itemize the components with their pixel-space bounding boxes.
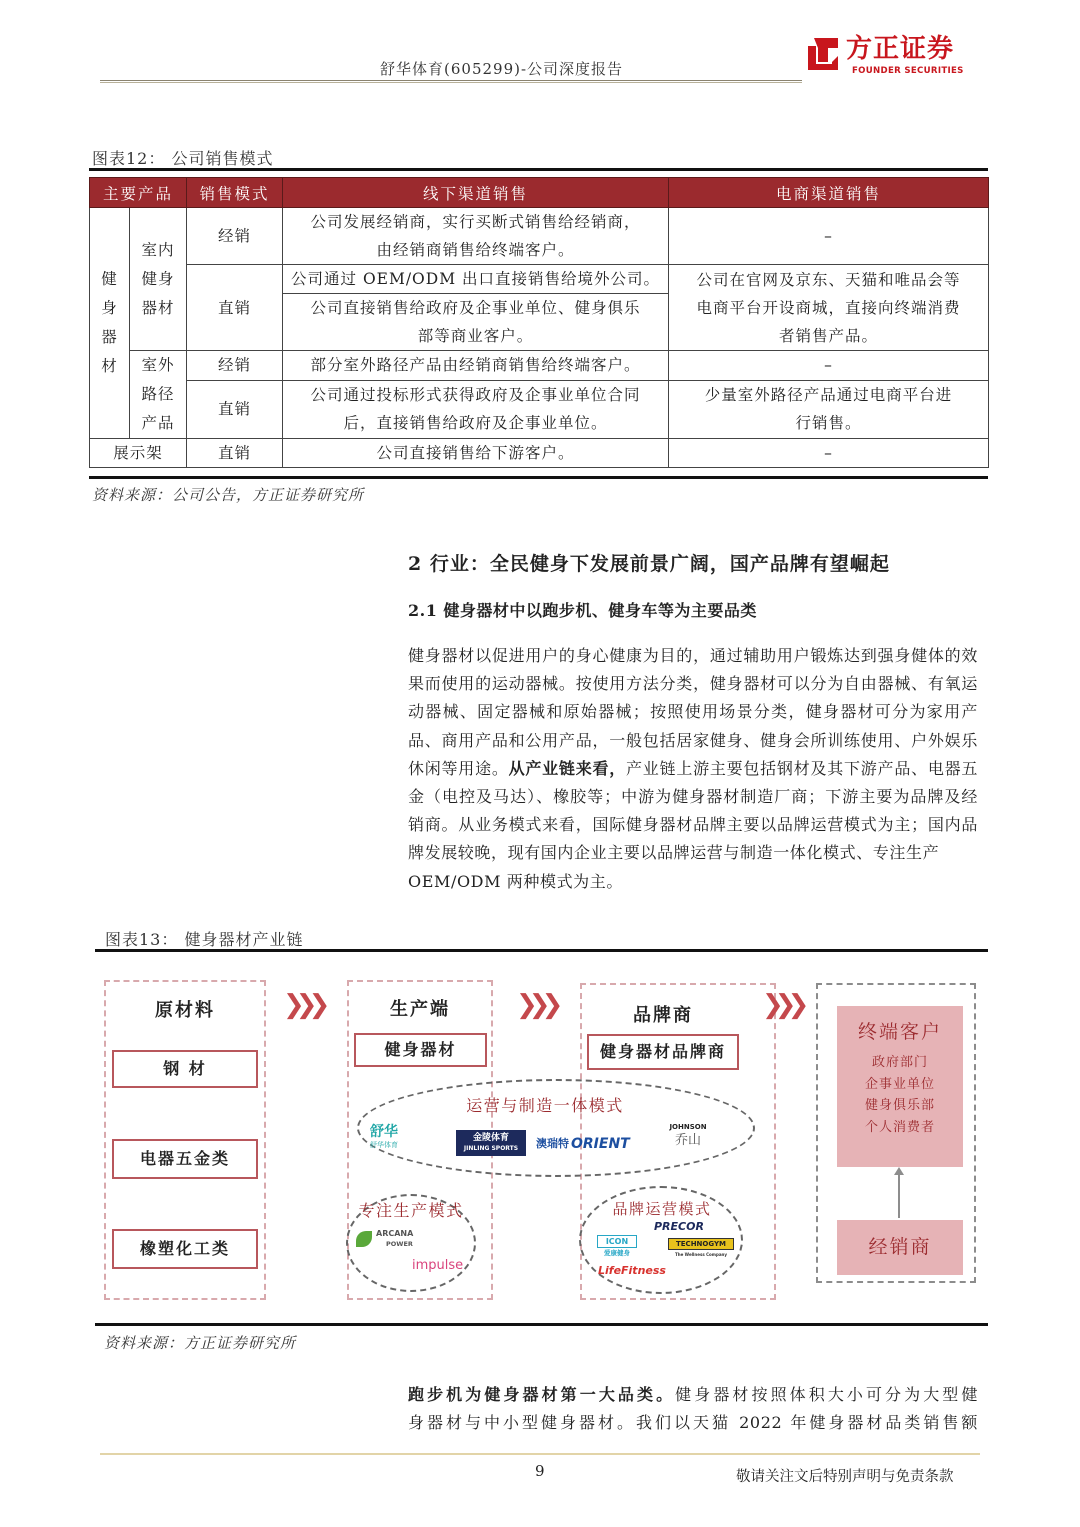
display-rack-offline: 公司直接销售给下游客户。	[283, 439, 669, 468]
logo-english-text: FOUNDER SECURITIES	[852, 66, 964, 76]
jinling-sports-logo: 金陵体育 JINLING SPORTS	[456, 1130, 526, 1156]
impulse-logo: impulse	[412, 1258, 464, 1273]
table-header-row	[90, 178, 989, 208]
indoor-direct-offline-oem: 公司通过 OEM/ODM 出口直接销售给境外公司。	[283, 265, 669, 294]
chevron-triple-right-icon: ❯❯❯	[283, 990, 322, 1020]
indoor-dealer-mode: 经销	[187, 208, 283, 265]
outdoor-direct-offline: 公司通过投标形式获得政府及企事业单位合同 后，直接销售给政府及企事业单位。	[283, 380, 669, 438]
chevron-triple-right-icon: ❯❯❯	[762, 990, 801, 1020]
outdoor-dealer-mode: 经销	[187, 351, 283, 381]
table-row	[90, 380, 989, 438]
sales-mode-table	[89, 177, 989, 468]
customer-item: 政府部门	[871, 1055, 928, 1070]
indoor-direct-mode: 直销	[187, 265, 283, 351]
customer-item: 健身俱乐部	[864, 1098, 935, 1113]
table-row	[90, 208, 989, 265]
arrow-up-icon	[894, 1167, 904, 1175]
indoor-dealer-offline: 公司发展经销商，实行买断式销售给经销商， 由经销商销售给终端客户。	[283, 208, 669, 265]
outdoor-direct-mode: 直销	[187, 380, 283, 438]
indoor-direct-offline-gov: 公司直接销售给政府及企事业单位、健身俱乐 部等商业客户。	[283, 294, 669, 351]
display-rack-online: –	[669, 439, 989, 468]
upward-arrow-line	[898, 1172, 900, 1218]
col-header-online: 电商渠道销售	[669, 178, 989, 208]
electrical-hardware-box: 电器五金类	[112, 1139, 258, 1179]
fitness-brand-box: 健身器材品牌商	[587, 1034, 739, 1070]
body-paragraph: 健身器材以促进用户的身心健康为目的，通过辅助用户锻炼达到强身健体的效果而使用的运动器械。按使用方法分类，健身器材可以分为自由器械、有氧运动器械、固定器械和原始器械；按照使用场景分类，健身器材可分为家用产品、商用产品和公用产品，一般包括居家健身、健身会所训练使用、户外娱乐休闲等用途。从产业链来看，产业链上游主要包括钢材及其下游产品、电器五金（电控及马达）、橡胶等；中游为健身器材制造厂商；下游主要为品牌及经销商。从业务模式来看，国际健身器材品牌主要以品牌运营模式为主；国内品牌发展较晚，现有国内企业主要以品牌运营与制造一体化模式、专注生产 OEM/ODM 两种模式为主。	[408, 646, 978, 891]
production-mode-label: 专注生产模式	[358, 1201, 464, 1220]
end-customer-list	[837, 1052, 963, 1138]
product-group-cell: 健 身 器 材	[90, 208, 130, 439]
figure13-bottom-rule	[95, 1323, 988, 1326]
end-customer-box	[837, 1006, 963, 1167]
table-row	[90, 439, 989, 468]
table-row	[90, 265, 989, 294]
outdoor-dealer-offline: 部分室外路径产品由经销商销售给终端客户。	[283, 351, 669, 381]
orient-logo: 澳瑞特 ORIENT	[536, 1136, 630, 1152]
table-row	[90, 351, 989, 381]
arcana-power-logo: ARCANA POWER	[356, 1228, 436, 1252]
dealer-box: 经销商	[837, 1220, 963, 1275]
outdoor-dealer-online: –	[669, 351, 989, 381]
closing-bold: 跑步机为健身器材第一大品类。	[408, 1385, 676, 1404]
arcana-leaf-icon	[356, 1231, 372, 1247]
col-header-mode: 销售模式	[187, 178, 283, 208]
customer-item: 企事业单位	[864, 1076, 935, 1092]
section-heading: 2 行业：全民健身下发展前景广阔，国产品牌有望崛起	[408, 553, 890, 575]
figure12-top-rule	[89, 168, 988, 171]
brand-title: 品牌商	[633, 1005, 693, 1026]
subsection-heading: 2.1 健身器材中以跑步机、健身车等为主要品类	[408, 601, 757, 620]
col-header-offline: 线下渠道销售	[283, 178, 669, 208]
johnson-logo: JOHNSON 乔山	[669, 1123, 707, 1148]
figure13-caption: 图表13： 健身器材产业链	[105, 930, 304, 949]
figure13-source: 资料来源：方正证券研究所	[104, 1334, 297, 1352]
outdoor-direct-online: 少量室外路径产品通过电商平台进 行销售。	[669, 380, 989, 438]
figure12-source: 资料来源：公司公告，方正证券研究所	[92, 486, 365, 504]
steel-box: 钢 材	[112, 1050, 258, 1088]
indoor-product-cell: 室内 健身 器材	[130, 208, 187, 351]
figure12-bottom-rule	[89, 476, 988, 479]
raw-materials-title: 原材料	[155, 1000, 215, 1021]
figure12-caption: 图表12： 公司销售模式	[92, 149, 274, 168]
precor-logo: PRECOR	[654, 1220, 704, 1233]
indoor-direct-online: 公司在官网及京东、天猫和唯品会等 电商平台开设商城，直接向终端消费 者销售产品。	[669, 265, 989, 351]
life-fitness-logo: LifeFitness	[598, 1264, 666, 1277]
shuhua-logo: 舒华 舒华体育	[370, 1124, 398, 1149]
bold-phrase: 从产业链来看，	[508, 758, 627, 778]
technogym-logo: TECHNOGYM The Wellness Company	[668, 1238, 734, 1258]
customer-item: 个人消费者	[864, 1119, 935, 1135]
footer-divider	[100, 1453, 980, 1455]
chevron-triple-right-icon: ❯❯❯	[516, 990, 555, 1020]
display-rack-mode: 直销	[187, 439, 283, 468]
header-divider	[100, 80, 802, 83]
display-rack-product: 展示架	[90, 439, 187, 468]
fitness-equipment-box: 健身器材	[354, 1033, 487, 1067]
end-customer-title: 终端客户	[857, 1021, 942, 1043]
outdoor-product-cell: 室外 路径 产品	[130, 351, 187, 439]
brand-mode-label: 品牌运营模式	[612, 1200, 712, 1218]
figure13-top-rule	[95, 949, 988, 952]
col-header-product: 主要产品	[90, 178, 187, 208]
logo-mark-icon	[806, 36, 840, 72]
logo-chinese-text: 方正证券	[846, 34, 955, 64]
disclaimer-notice: 敬请关注文后特别声明与免责条款	[736, 1469, 954, 1485]
production-title: 生产端	[390, 999, 450, 1020]
indoor-dealer-online: –	[669, 208, 989, 265]
icon-fitness-logo: ICON 爱康健身	[597, 1235, 637, 1258]
report-title: 舒华体育(605299)-公司深度报告	[380, 60, 624, 78]
founder-securities-logo	[806, 34, 971, 80]
page-number: 9	[535, 1462, 545, 1480]
closing-paragraph: 跑步机为健身器材第一大品类。健身器材按照体积大小可分为大型健 身器材与中小型健身器材。我们以天猫 2022 年健身器材品类销售额	[408, 1385, 978, 1432]
rubber-plastic-box: 橡塑化工类	[112, 1229, 258, 1269]
integrated-mode-label: 运营与制造一体模式	[466, 1096, 624, 1115]
